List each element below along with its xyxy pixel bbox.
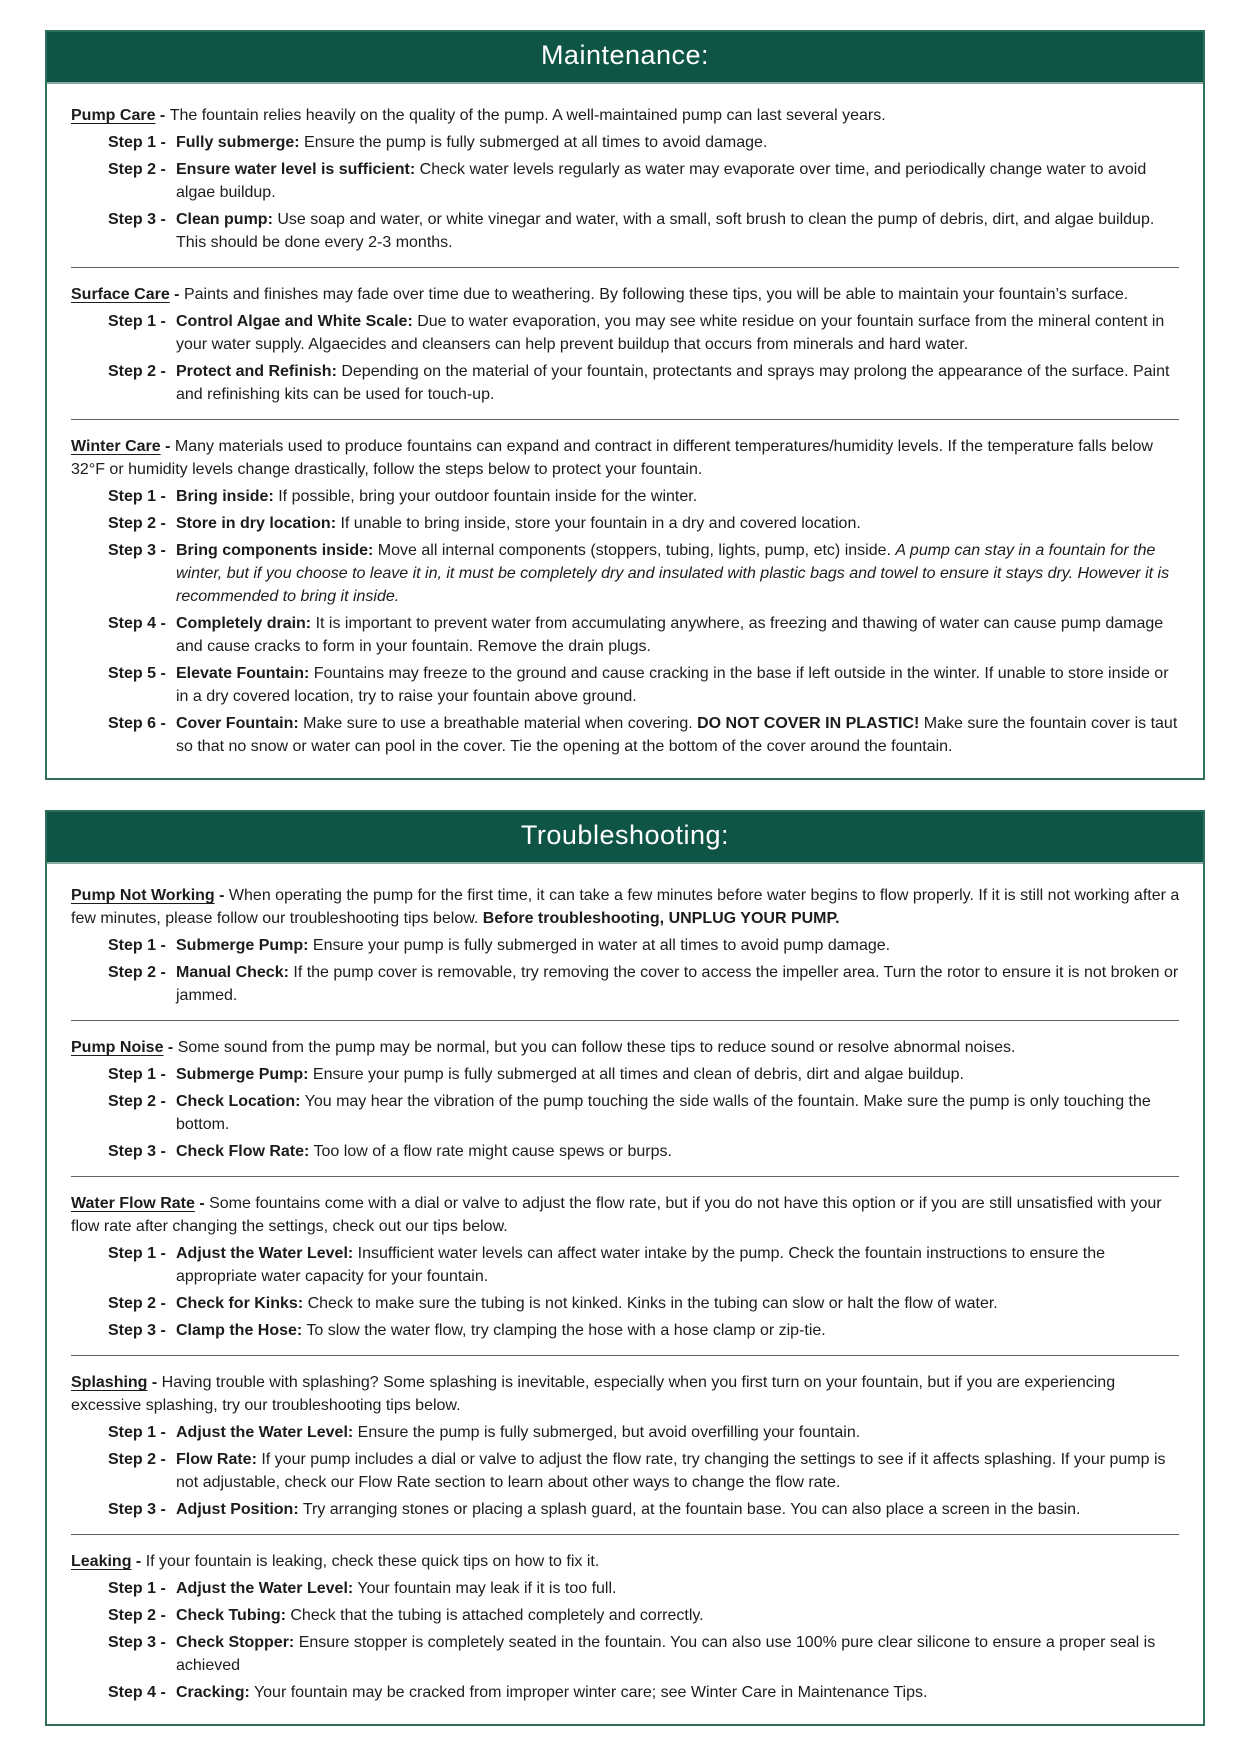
step-label: Step 2 - — [108, 964, 166, 981]
step-term: Check Stopper: — [176, 1634, 295, 1651]
step-label: Step 2 - — [108, 363, 166, 380]
subsection-term: Splashing — [71, 1374, 148, 1391]
step-body — [176, 310, 1181, 356]
text-segment: Make sure the fountain cover is taut so that no snow or water can pool in the cover. Tie the opening at the bottom of the cover around the fountain. — [176, 715, 1178, 755]
step-body — [176, 1631, 1181, 1677]
subsection-surface-care — [71, 277, 1181, 410]
step-body — [176, 1063, 1181, 1086]
subsection-divider — [71, 1534, 1179, 1535]
step-label: Step 2 - — [108, 1295, 166, 1312]
step-term: Check Flow Rate: — [176, 1143, 310, 1160]
subsection-pump-not-working — [71, 878, 1181, 1011]
step-body — [176, 131, 1181, 154]
step-row — [108, 131, 1181, 154]
step-term: Control Algae and White Scale: — [176, 313, 413, 330]
subsection-intro — [71, 884, 1181, 930]
text-segment: The fountain relies heavily on the quality of the pump. A well-maintained pump can last several years. — [169, 107, 886, 124]
step-row — [108, 1063, 1181, 1086]
text-segment: Check to make sure the tubing is not kinked. Kinks in the tubing can slow or halt the flow of water. — [303, 1295, 998, 1312]
step-body — [176, 662, 1181, 708]
step-label: Step 2 - — [108, 1093, 166, 1110]
step-body — [176, 1242, 1181, 1288]
step-row — [108, 1448, 1181, 1494]
term-dash: - — [194, 1195, 210, 1212]
step-row — [108, 310, 1181, 356]
step-row — [108, 208, 1181, 254]
step-label: Step 1 - — [108, 1424, 166, 1441]
step-row — [108, 1421, 1181, 1444]
step-row — [108, 1242, 1181, 1288]
troubleshooting-section-title: Troubleshooting: — [47, 812, 1203, 864]
text-segment: Insufficient water levels can affect water intake by the pump. Check the fountain instructions to ensure the appropriate water capacity for your fountain. — [176, 1245, 1106, 1285]
text-segment: When operating the pump for the first time, it can take a few minutes before water begins to flow properly. If it is still not working after a few minutes, please follow our troubleshooting tips below. — [71, 887, 1180, 927]
text-segment: Some sound from the pump may be normal, but you can follow these tips to reduce sound or resolve abnormal noises. — [177, 1039, 1016, 1056]
text-segment: Too low of a flow rate might cause spews or burps. — [309, 1143, 672, 1160]
term-dash: - — [163, 1039, 178, 1056]
step-term: Protect and Refinish: — [176, 363, 337, 380]
step-body — [176, 934, 1181, 957]
step-row — [108, 1604, 1181, 1627]
text-segment: If unable to bring inside, store your fountain in a dry and covered location. — [336, 515, 861, 532]
step-body — [176, 1319, 1181, 1342]
subsection-pump-noise — [71, 1030, 1181, 1167]
subsection-divider — [71, 267, 1179, 268]
subsection-term: Pump Care — [71, 107, 156, 124]
step-label: Step 1 - — [108, 134, 166, 151]
step-body — [176, 1681, 1181, 1704]
step-row — [108, 612, 1181, 658]
step-row — [108, 539, 1181, 608]
step-term: Adjust the Water Level: — [176, 1580, 354, 1597]
text-segment: Your fountain may leak if it is too full. — [353, 1580, 617, 1597]
subsection-term: Water Flow Rate — [71, 1195, 195, 1212]
step-label: Step 1 - — [108, 1245, 166, 1262]
term-dash: - — [214, 887, 229, 904]
step-label: Step 3 - — [108, 1501, 166, 1518]
subsection-term: Pump Noise — [71, 1039, 164, 1056]
step-row — [108, 1681, 1181, 1704]
step-term: Adjust the Water Level: — [176, 1245, 354, 1262]
step-row — [108, 512, 1181, 535]
step-term: Fully submerge: — [176, 134, 300, 151]
text-segment: It is important to prevent water from accumulating anywhere, as freezing and thawing of water can cause pump damage and cause cracks to form in your fountain. Remove the drain plugs. — [176, 615, 1164, 655]
step-term: Adjust Position: — [176, 1501, 299, 1518]
step-row — [108, 961, 1181, 1007]
term-dash: - — [160, 438, 175, 455]
step-label: Step 1 - — [108, 313, 166, 330]
step-label: Step 2 - — [108, 1451, 166, 1468]
text-segment: DO NOT COVER IN PLASTIC! — [697, 715, 920, 732]
step-body — [176, 208, 1181, 254]
step-body — [176, 1448, 1181, 1494]
text-segment: Before troubleshooting, UNPLUG YOUR PUMP. — [482, 910, 840, 927]
term-dash: - — [169, 286, 184, 303]
section-content-1 — [47, 864, 1203, 1724]
step-term: Flow Rate: — [176, 1451, 257, 1468]
step-row — [108, 485, 1181, 508]
step-label: Step 2 - — [108, 1607, 166, 1624]
step-term: Adjust the Water Level: — [176, 1424, 354, 1441]
step-row — [108, 1577, 1181, 1600]
text-segment: Fountains may freeze to the ground and cause cracking in the base if left outside in the winter. If unable to store inside or in a dry covered location, try to raise your fountain above ground. — [176, 665, 1169, 705]
text-segment: If your fountain is leaking, check these quick tips on how to fix it. — [145, 1553, 600, 1570]
step-label: Step 5 - — [108, 665, 166, 682]
text-segment: Paints and finishes may fade over time due to weathering. By following these tips, you will be able to maintain your fountain’s surface. — [183, 286, 1129, 303]
text-segment: You may hear the vibration of the pump touching the side walls of the fountain. Make sure the pump is only touching the bottom. — [176, 1093, 1151, 1133]
troubleshooting-section — [45, 810, 1205, 1726]
step-row — [108, 934, 1181, 957]
step-label: Step 3 - — [108, 1143, 166, 1160]
subsection-pump-care — [71, 98, 1181, 258]
term-dash: - — [131, 1553, 146, 1570]
subsection-divider — [71, 419, 1179, 420]
text-segment: Move all internal components (stoppers, tubing, lights, pump, etc) inside. — [373, 542, 896, 559]
subsection-water-flow-rate — [71, 1186, 1181, 1346]
text-segment: If your pump includes a dial or valve to adjust the flow rate, try changing the settings to see if it affects splashing. If your pump is not adjustable, check our Flow Rate section to learn about other ways to change the flow rate. — [176, 1451, 1166, 1491]
step-row — [108, 360, 1181, 406]
step-label: Step 3 - — [108, 1634, 166, 1651]
subsection-intro — [71, 283, 1181, 306]
maintenance-section-title: Maintenance: — [47, 32, 1203, 84]
step-term: Submerge Pump: — [176, 1066, 309, 1083]
subsection-term: Leaking — [71, 1553, 132, 1570]
text-segment: Having trouble with splashing? Some splashing is inevitable, especially when you first turn on your fountain, but if you are experiencing excessive splashing, try our troubleshooting tips below. — [71, 1374, 1116, 1414]
text-segment: Try arranging stones or placing a splash guard, at the fountain base. You can also place a screen in the basin. — [298, 1501, 1081, 1518]
text-segment: Check water levels regularly as water may evaporate over time, and periodically change water to avoid algae buildup. — [176, 161, 1147, 201]
text-segment: Ensure stopper is completely seated in the fountain. You can also use 100% pure clear silicone to ensure a proper seal is achieved — [176, 1634, 1156, 1674]
step-body — [176, 539, 1181, 608]
text-segment: Depending on the material of your fountain, protectants and sprays may prolong the appearance of the surface. Paint and refinishing kits can be used for touch-up. — [176, 363, 1170, 403]
text-segment: Due to water evaporation, you may see white residue on your fountain surface from the mineral content in your water supply. Algaecides and cleansers can help prevent buildup that occurs from minerals and hard water. — [176, 313, 1165, 353]
step-term: Cover Fountain: — [176, 715, 299, 732]
step-label: Step 2 - — [108, 161, 166, 178]
step-label: Step 3 - — [108, 1322, 166, 1339]
step-body — [176, 612, 1181, 658]
step-label: Step 1 - — [108, 1580, 166, 1597]
step-term: Check Tubing: — [176, 1607, 286, 1624]
subsection-intro — [71, 1036, 1181, 1059]
step-body — [176, 961, 1181, 1007]
step-body — [176, 712, 1181, 758]
text-segment: Ensure the pump is fully submerged at all times to avoid damage. — [299, 134, 768, 151]
text-segment: A pump can stay in a fountain for the winter, but if you choose to leave it in, it must be completely dry and insulated with plastic bags and towel to ensure it stays dry. However it is recommended to bring it inside. — [176, 542, 1170, 605]
step-label: Step 3 - — [108, 211, 166, 228]
step-term: Bring inside: — [176, 488, 274, 505]
step-term: Manual Check: — [176, 964, 289, 981]
step-body — [176, 485, 1181, 508]
text-segment: Many materials used to produce fountains can expand and contract in different temperatures/humidity levels. If the temperature falls below 32°F or humidity levels change drastically, follow the steps below to protect your fountain. — [71, 438, 1153, 478]
step-row — [108, 1319, 1181, 1342]
step-term: Bring components inside: — [176, 542, 374, 559]
step-row — [108, 1090, 1181, 1136]
step-label: Step 6 - — [108, 715, 166, 732]
subsection-term: Pump Not Working — [71, 887, 215, 904]
term-dash: - — [147, 1374, 162, 1391]
step-term: Check for Kinks: — [176, 1295, 304, 1312]
step-row — [108, 158, 1181, 204]
subsection-term: Surface Care — [71, 286, 170, 303]
text-segment: If possible, bring your outdoor fountain inside for the winter. — [273, 488, 698, 505]
step-term: Cracking: — [176, 1684, 250, 1701]
subsection-winter-care — [71, 429, 1181, 762]
step-body — [176, 512, 1181, 535]
step-label: Step 1 - — [108, 1066, 166, 1083]
step-row — [108, 1292, 1181, 1315]
step-body — [176, 1498, 1181, 1521]
subsection-splashing — [71, 1365, 1181, 1525]
subsection-intro — [71, 1371, 1181, 1417]
step-body — [176, 1604, 1181, 1627]
step-term: Completely drain: — [176, 615, 312, 632]
text-segment: Use soap and water, or white vinegar and water, with a small, soft brush to clean the pump of debris, dirt, and algae buildup. This should be done every 2-3 months. — [176, 211, 1155, 251]
step-body — [176, 1421, 1181, 1444]
text-segment: Ensure your pump is fully submerged in water at all times to avoid pump damage. — [308, 937, 891, 954]
step-body — [176, 158, 1181, 204]
text-segment: Make sure to use a breathable material when covering. — [298, 715, 698, 732]
step-row — [108, 1631, 1181, 1677]
step-term: Clean pump: — [176, 211, 273, 228]
step-term: Elevate Fountain: — [176, 665, 310, 682]
step-label: Step 1 - — [108, 937, 166, 954]
step-label: Step 1 - — [108, 488, 166, 505]
step-label: Step 4 - — [108, 1684, 166, 1701]
step-term: Submerge Pump: — [176, 937, 309, 954]
text-segment: If the pump cover is removable, try removing the cover to access the impeller area. Turn the rotor to ensure it is not broken or jammed. — [176, 964, 1179, 1004]
step-label: Step 4 - — [108, 615, 166, 632]
text-segment: Your fountain may be cracked from improper winter care; see Winter Care in Maintenance Tips. — [249, 1684, 928, 1701]
text-segment: Ensure the pump is fully submerged, but avoid overfilling your fountain. — [353, 1424, 861, 1441]
step-label: Step 3 - — [108, 542, 166, 559]
step-body — [176, 1577, 1181, 1600]
step-term: Store in dry location: — [176, 515, 337, 532]
text-segment: To slow the water flow, try clamping the hose with a hose clamp or zip-tie. — [302, 1322, 826, 1339]
step-label: Step 2 - — [108, 515, 166, 532]
subsection-divider — [71, 1355, 1179, 1356]
maintenance-section — [45, 30, 1205, 780]
subsection-intro — [71, 435, 1181, 481]
text-segment: Ensure your pump is fully submerged at all times and clean of debris, dirt and algae buildup. — [308, 1066, 964, 1083]
subsection-intro — [71, 1192, 1181, 1238]
step-row — [108, 662, 1181, 708]
step-term: Check Location: — [176, 1093, 301, 1110]
text-segment: Check that the tubing is attached completely and correctly. — [285, 1607, 704, 1624]
step-term: Ensure water level is sufficient: — [176, 161, 416, 178]
subsection-leaking — [71, 1544, 1181, 1708]
step-body — [176, 360, 1181, 406]
step-row — [108, 712, 1181, 758]
subsection-intro — [71, 104, 1181, 127]
step-body — [176, 1292, 1181, 1315]
subsection-term: Winter Care — [71, 438, 161, 455]
text-segment: Some fountains come with a dial or valve to adjust the flow rate, but if you do not have this option or if you are still unsatisfied with your flow rate after changing the settings, check out our tips below. — [71, 1195, 1162, 1235]
step-row — [108, 1140, 1181, 1163]
step-row — [108, 1498, 1181, 1521]
document-page — [45, 30, 1205, 1726]
step-body — [176, 1140, 1181, 1163]
step-term: Clamp the Hose: — [176, 1322, 303, 1339]
section-content-0 — [47, 84, 1203, 778]
step-body — [176, 1090, 1181, 1136]
subsection-intro — [71, 1550, 1181, 1573]
subsection-divider — [71, 1176, 1179, 1177]
subsection-divider — [71, 1020, 1179, 1021]
term-dash: - — [155, 107, 170, 124]
